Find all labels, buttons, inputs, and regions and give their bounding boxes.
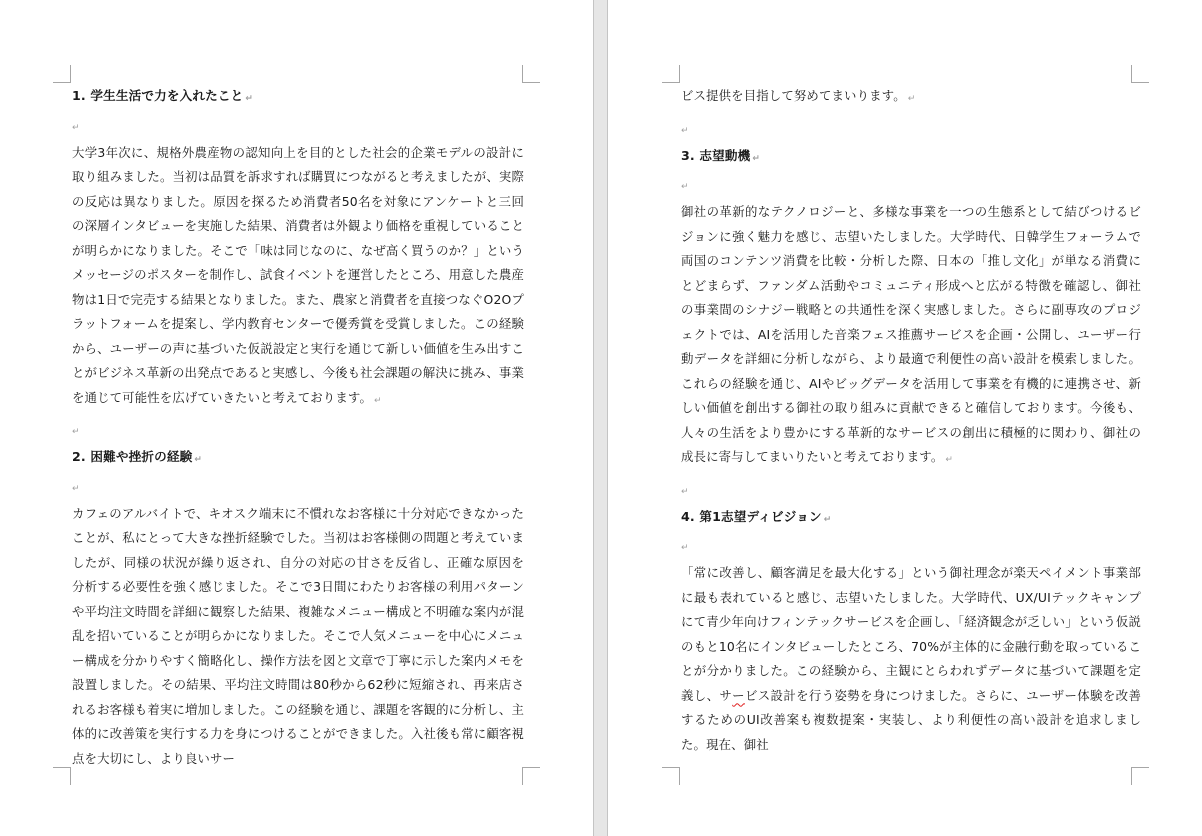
paragraph-mark-icon: ↵: [681, 182, 689, 192]
document-page-2[interactable]: [607, 0, 1202, 836]
paragraph-mark-icon: ↵: [823, 514, 832, 525]
paragraph-mark-icon: ↵: [945, 455, 954, 465]
empty-paragraph: [72, 413, 524, 445]
spellcheck-flagged-text[interactable]: ー: [732, 687, 745, 703]
paragraph-text: 大学3年次に、規格外農産物の認知向上を目的とした社会的企業モデルの設計に取り組みました。当初は品質を訴求すれば購買につながると考えましたが、実際の反応は異なりました。原因を探るため消費者50名を対象にアンケートと三回の深層インタビューを実施した結果、消費者は外観より価格を重視していることが明らかになりました。そこで「味は同じなのに、なぜ高く買うのか？」というメッセージのポスターを制作し、試食イベントを運営したところ、用意した農産物は1日で完売する結果となりました。また、農家と消費者を直接つなぐO2Oプラットフォームを提案し、学内教育センターで優秀賞を受賞しました。この経験から、ユーザーの声に基づいた仮説設定と実行を通じて新しい価値を生み出すことがビジネス革新の出発点であると実感し、今後も社会課題の解決に挑み、事業を通じて可能性を広げていきたいと考えております。: [72, 144, 524, 405]
paragraph-text: 御社の革新的なテクノロジーと、多様な事業を一つの生態系として結びつけるビジョンに強く魅力を感じ、志望いたしました。大学時代、日韓学生フォーラムで両国のコンテンツ消費を比較・分析した際、日本の「推し文化」が単なる消費にとどまらず、ファンダム活動やコミュニティ形成へと広がる特徴を確認し、御社の事業間のシナジー戦略との共通性を深く実感しました。さらに副専攻のプロジェクトでは、AIを活用した音楽フェス推薦サービスを企画・公開し、ユーザー行動データを詳細に分析しながら、より最適で利便性の高い設計を模索しました。これらの経験を通じ、AIやビッグデータを活用して事業を有機的に連携させ、新しい価値を創出する御社の取り組みに貢献できると確信しております。今後も、人々の生活をより豊かにする革新的なサービスの創出に積極的に関わり、御社の成長に寄与してまいりたいと考えております。: [681, 204, 1141, 464]
crop-mark-bottom-left: [53, 767, 71, 785]
document-page-1[interactable]: [0, 0, 594, 836]
paragraph-mark-icon: ↵: [72, 483, 80, 494]
paragraph-mark-icon: ↵: [752, 153, 761, 164]
paragraph-text: ビス設計を行う姿勢を身につけました。さらに、ユーザー体験を改善するためのUI改善案も複数提案・実装し、より利便性の高い設計を追求しました。現在、御社: [681, 687, 1141, 752]
paragraph-mark-icon: ↵: [907, 94, 916, 104]
section-4-paragraph: [681, 561, 1141, 757]
section-heading-1: [72, 84, 524, 109]
section-heading-3: [681, 144, 1141, 169]
paragraph-text: ビス提供を目指して努めてまいります。: [681, 88, 906, 103]
empty-paragraph: [681, 168, 1141, 200]
empty-paragraph: [72, 470, 524, 502]
heading-text: 1. 学生生活で力を入れたこと: [72, 88, 244, 103]
paragraph-text: カフェのアルバイトで、キオスク端末に不慣れなお客様に十分対応できなかったことが、私にとって大きな挫折経験でした。当初はお客様側の問題と考えていましたが、同様の状況が繰り返され、自分の対応の甘さを反省し、正確な原因を分析する必要性を強く感じました。そこで3日間にわたりお客様の利用パターンや平均注文時間を詳細に観察した結果、複雑なメニュー構成と不明確な案内が混乱を招いていることが明らかになりました。そこで人気メニューを中心にメニュー構成を分かりやすく簡略化し、操作方法を図と文章で丁寧に示した案内メモを設置しました。その結果、平均注文時間は80秒から62秒に短縮され、再来店されるお客様も着実に増加しました。この経験を通じ、課題を客観的に分析し、主体的に改善策を実行する力を身につけることができました。入社後も常に顧客視点を大切にし、より良いサー: [72, 505, 524, 766]
crop-mark-top-left: [662, 65, 680, 83]
empty-paragraph: [681, 112, 1141, 144]
crop-mark-bottom-left: [662, 767, 680, 785]
paragraph-text: 「常に改善し、顧客満足を最大化する」という御社理念が楽天ペイメント事業部に最も表れていると感じ、志望いたしました。大学時代、UX/UIテックキャンプにて青少年向けフィンテックサービスを企画し、「経済観念が乏しい」という仮説のもと10名にインタビューしたところ、70%が主体的に金融行動を取っていることが分かりました。この経験から、主観にとらわれずデータに基づいて課題を定義し、サ: [681, 565, 1141, 703]
page-2-body[interactable]: [681, 84, 1141, 757]
paragraph-mark-icon: ↵: [681, 543, 689, 553]
paragraph-mark-icon: ↵: [245, 94, 254, 104]
empty-paragraph: [681, 529, 1141, 561]
crop-mark-bottom-right: [1131, 767, 1149, 785]
section-2-paragraph-continued: [681, 84, 1141, 112]
paragraph-mark-icon: ↵: [194, 455, 203, 465]
section-heading-2: [72, 445, 524, 470]
crop-mark-top-left: [53, 65, 71, 83]
paragraph-mark-icon: ↵: [72, 427, 80, 437]
heading-text: 2. 困難や挫折の経験: [72, 449, 193, 464]
section-2-paragraph: [72, 502, 524, 772]
paragraph-mark-icon: ↵: [681, 486, 689, 497]
paragraph-mark-icon: ↵: [72, 122, 80, 133]
crop-mark-bottom-right: [522, 767, 540, 785]
heading-text: 4. 第1志望ディビジョン: [681, 508, 822, 524]
page-1-body[interactable]: [72, 84, 524, 771]
paragraph-mark-icon: ↵: [373, 395, 382, 406]
crop-mark-top-right: [1131, 65, 1149, 83]
heading-text: 3. 志望動機: [681, 147, 751, 163]
section-1-paragraph: [72, 141, 524, 414]
paragraph-mark-icon: ↵: [681, 125, 689, 136]
section-heading-4: [681, 505, 1141, 530]
section-3-paragraph: [681, 200, 1141, 473]
empty-paragraph: [681, 473, 1141, 505]
crop-mark-top-right: [522, 65, 540, 83]
empty-paragraph: [72, 109, 524, 141]
